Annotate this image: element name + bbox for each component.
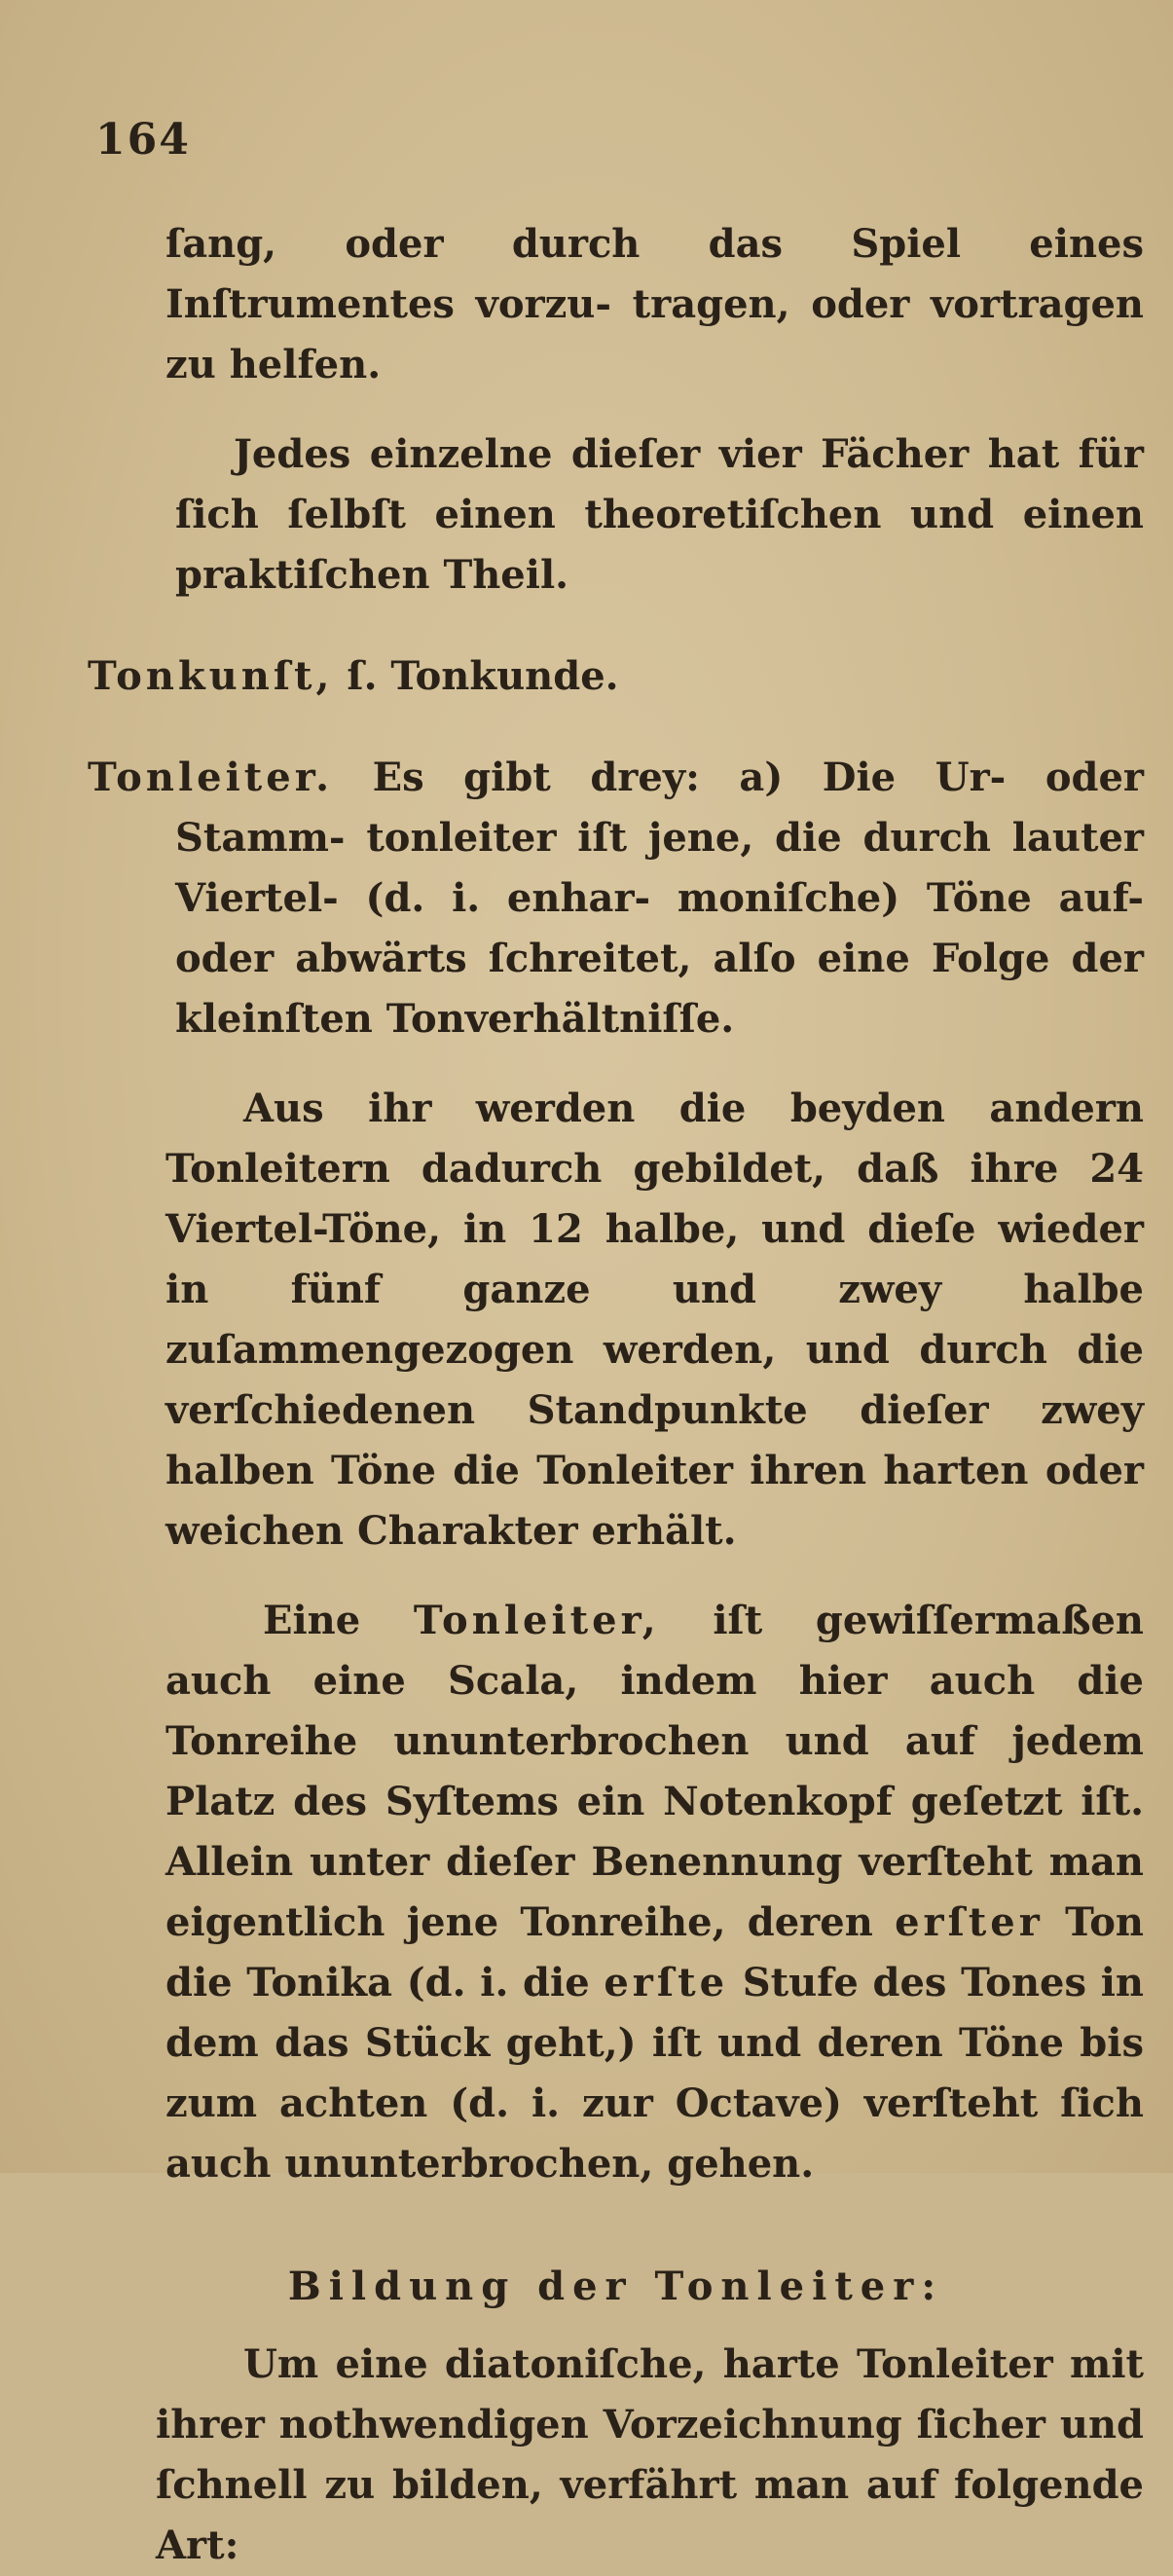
paragraph: ſang, oder durch das Spiel eines Inſtrumentes vorzu- tragen, oder vortragen zu helfen. [165, 221, 1144, 387]
entry-lemma: Tonleiter. [88, 754, 334, 800]
dictionary-entry [88, 748, 1144, 1049]
spaced-term: erſter [895, 1899, 1044, 1945]
page-number: 164 [95, 115, 191, 165]
entry-lemma: Tonkunſt, [88, 653, 334, 699]
entry-text: Es gibt drey: a) Die Ur- oder Stamm- tonleiter iſt jene, die durch lauter Viertel- (d. i. enhar- moniſche) Töne auf- oder abwärts ſchreitet, alſo eine Folge der kleinſten Tonverhältniſſe. [175, 754, 1144, 1042]
page-text [88, 117, 1144, 2576]
paragraph [88, 1591, 1144, 2194]
entry-text: ſ. Tonkunde. [347, 653, 619, 699]
paragraph: Jedes einzelne dieſer vier Fächer hat für ſich ſelbſt einen theoretiſchen und einen praktiſchen Theil. [175, 431, 1144, 598]
paragraph: Um eine diatoniſche, harte Tonleiter mit ihrer nothwendigen Vorzeichnung ſicher und ſchnell zu bilden, verfährt man auf folgende Art: [156, 2341, 1144, 2568]
text-run: Ton die Tonika (d. i. die [165, 1899, 1144, 2006]
section-heading: Bildung der Tonleiter: [287, 2263, 944, 2309]
text-run: iſt gewiſſermaßen auch eine Scala, indem hier auch die Tonreihe ununterbrochen und auf jedem Platz des Syſtems ein Notenkopf geſetzt iſt. Allein unter dieſer Benennung verſteht man eigentlich jene Tonreihe, deren [165, 1598, 1144, 1945]
spaced-term: erſte [604, 1960, 729, 2006]
text-run: Eine [263, 1598, 361, 1643]
text-run: Stufe des Tones in dem das Stück geht,) iſt und deren Töne bis zum achten (d. i. zur Octave) verſteht ſich auch ununterbrochen, gehen. [165, 1960, 1144, 2187]
dictionary-entry [88, 646, 1144, 707]
paragraph: Aus ihr werden die beyden andern Tonleitern dadurch gebildet, daß ihre 24 Viertel-Töne, in 12 halbe, und dieſe wieder in fünf ganze und zwey halbe zuſammengezogen werden, und durch die verſchiedenen Standpunkte dieſer zwey halben Töne die Tonleiter ihren harten oder weichen Charakter erhält. [165, 1086, 1144, 1554]
spaced-term: Tonleiter, [413, 1598, 660, 1643]
